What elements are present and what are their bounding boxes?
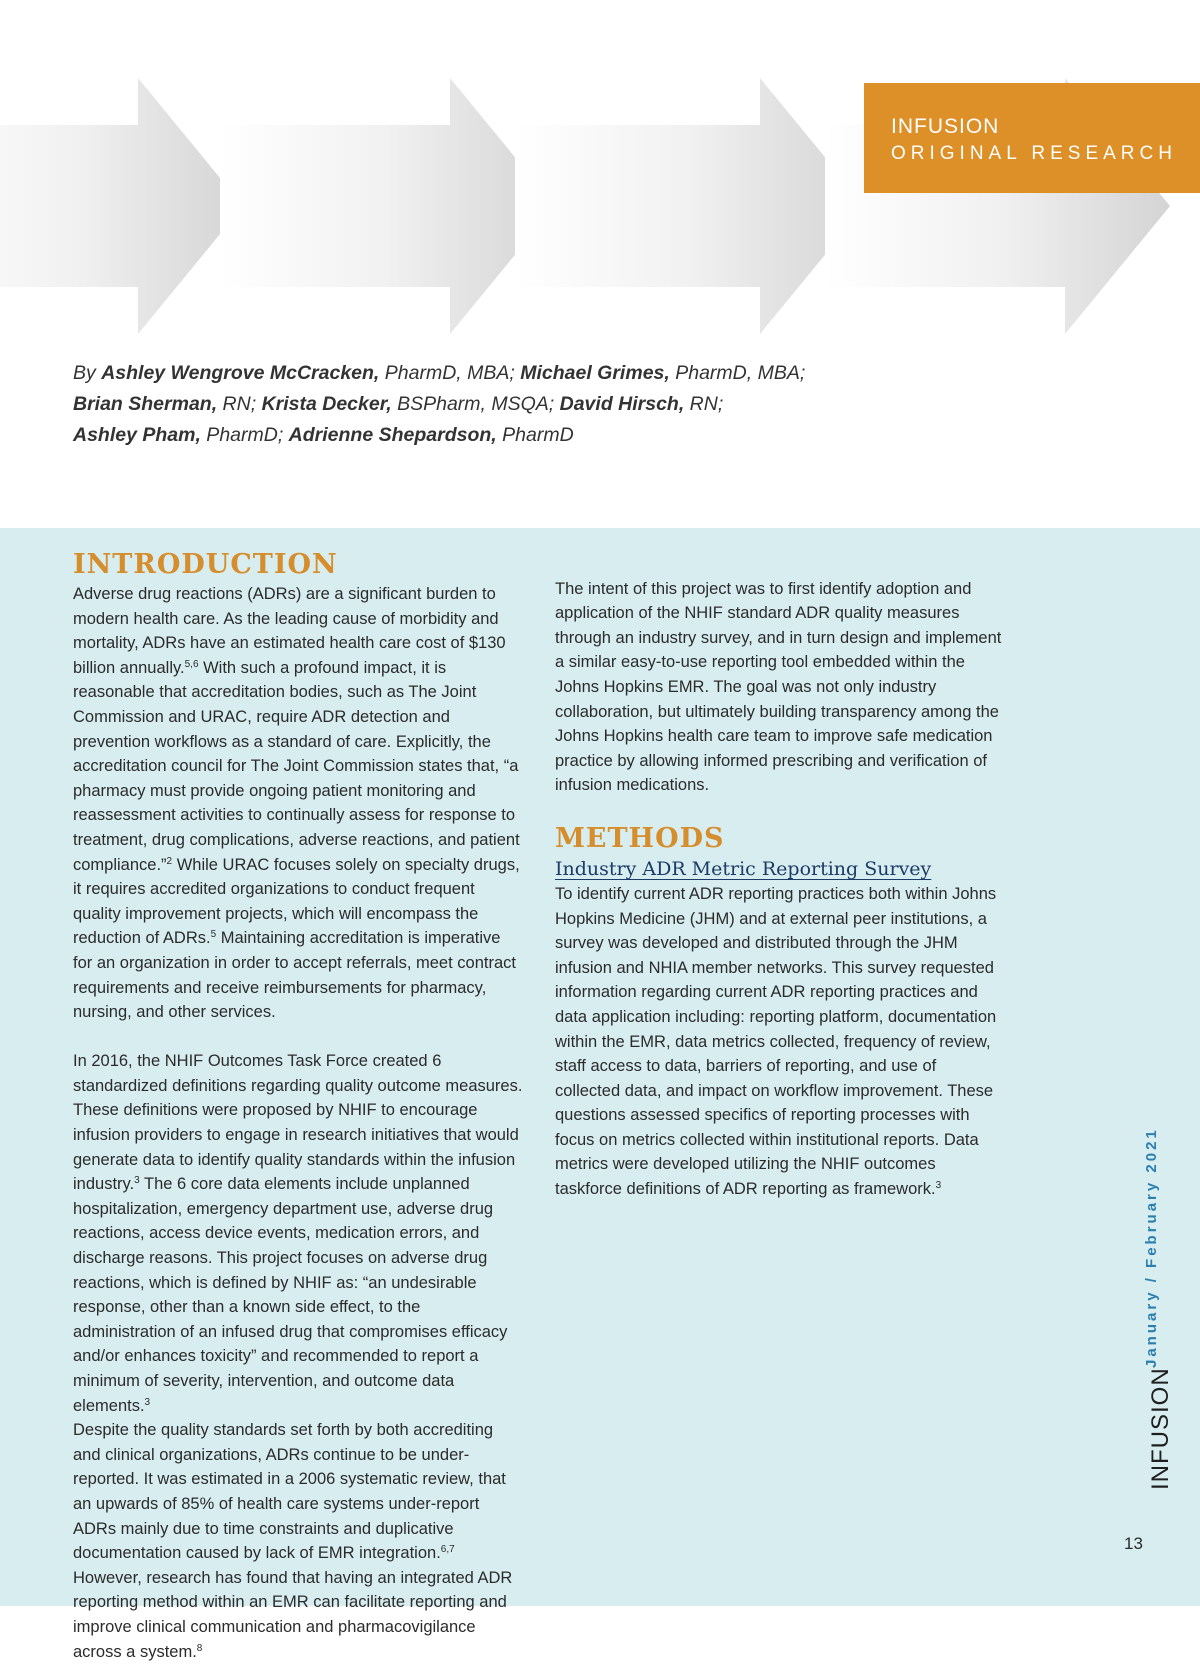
- citation-superscript: 3: [935, 1180, 942, 1192]
- author-credentials: BSPharm, MSQA;: [391, 393, 560, 415]
- byline-prefix: By: [73, 362, 102, 384]
- methods-paragraph-1: [555, 882, 1005, 1202]
- author-name: Michael Grimes,: [520, 362, 670, 384]
- badge-brand: INFUSION: [891, 115, 1000, 138]
- intro-paragraph-4: [555, 577, 1005, 798]
- text-run: The intent of this project was to first identify adoption and application of the NHIF standard ADR quality measures through an industry survey, and in turn design and implement a similar easy-to-use reporting tool embedded within the Johns Hopkins EMR. The goal was not only industry collaboration, but ultimately building transparency among the Johns Hopkins health care team to improve safe medication practice by allowing informed prescribing and verification of infusion medications.: [555, 579, 1002, 795]
- citation-superscript: 8: [196, 1642, 203, 1654]
- citation-superscript: 5: [210, 929, 217, 941]
- text-run: While URAC focuses solely on specialty drugs, it requires accredited organizations to conduct frequent quality improvement projects, which will encompass the reduction of ADRs.: [73, 855, 520, 948]
- arrow-shape: [515, 78, 865, 334]
- text-run: However, research has found that having an integrated ADR reporting method within an EMR can facilitate reporting and improve clinical communication and pharmacovigilance across a system.: [73, 1568, 513, 1661]
- article-column-left: [73, 548, 523, 1664]
- author-name: Adrienne Shepardson,: [288, 424, 497, 446]
- author-name: Ashley Pham,: [73, 424, 201, 446]
- author-credentials: PharmD;: [200, 424, 289, 446]
- text-run: The 6 core data elements include unplanned hospitalization, emergency department use, adverse drug reactions, access device events, medication errors, and discharge reasons. This project focuses on adverse drug reactions, which is defined by NHIF as: “an undesirable response, other than a known side effect, to the administration of an infused drug that compromises efficacy and/or enhances toxicity” and recommended to report a minimum of severity, intervention, and outcome data elements.: [73, 1175, 508, 1415]
- author-name: David Hirsch,: [559, 393, 685, 415]
- text-run: In 2016, the NHIF Outcomes Task Force created 6 standardized definitions regarding quality outcome measures. These definitions were proposed by NHIF to encourage infusion providers to engage in research initiatives that would generate data to identify quality standards within the infusion industry.: [73, 1052, 523, 1194]
- text-run: To identify current ADR reporting practices both within Johns Hopkins Medicine (JHM) and at external peer institutions, a survey was developed and distributed through the JHM infusion and NHIA member networks. This survey requested information regarding current ADR reporting practices and data application including: reporting platform, documentation within the EMR, data metrics collected, frequency of review, staff access to data, barriers of reporting, and use of collected data, and impact on workflow improvement. These questions assessed specifics of reporting processes with focus on metrics collected within institutional reports. Data metrics were developed utilizing the NHIF outcomes taskforce definitions of ADR reporting as framework.: [555, 884, 997, 1199]
- citation-superscript: 3: [134, 1175, 140, 1187]
- arrow-shape: [220, 78, 555, 334]
- author-byline: [73, 358, 973, 451]
- author-credentials: PharmD: [496, 424, 574, 446]
- badge-tagline: ORIGINAL RESEARCH: [891, 143, 1177, 164]
- author-name: Brian Sherman,: [73, 393, 218, 415]
- author-credentials: PharmD, MBA;: [379, 362, 521, 384]
- citation-superscript: 5,6: [184, 658, 199, 670]
- intro-paragraph-3: [73, 1418, 523, 1664]
- text-run: Maintaining accreditation is imperative for an organization in order to accept referrals, meet contract requirements and receive reimbursements for pharmacy, nursing, and other services.: [73, 929, 516, 1022]
- text-run: Despite the quality standards set forth by both accrediting and clinical organizations, ADRs continue to be under-reported. It was estimated in a 2006 systematic review, that an upwards of 85% of health care systems under-report ADRs mainly due to time constraints and duplicative documentation caused by lack of EMR integration.: [73, 1421, 506, 1563]
- methods-subheading: Industry ADR Metric Reporting Survey: [555, 857, 932, 880]
- page-number: 13: [1124, 1534, 1143, 1553]
- author-name: Krista Decker,: [261, 393, 392, 415]
- text-run: Adverse drug reactions (ADRs) are a significant burden to modern health care. As the leading cause of morbidity and mortality, ADRs have an estimated health care cost of $130 billion annually.: [73, 585, 506, 677]
- issue-date: January / February 2021: [1143, 1127, 1160, 1368]
- introduction-heading: INTRODUCTION: [73, 549, 338, 580]
- intro-paragraph-2: [73, 1049, 523, 1418]
- intro-paragraph-1: [73, 582, 523, 1025]
- hero-banner: [0, 0, 1200, 528]
- arrow-shape: [0, 78, 243, 334]
- footer-brand: INFUSION: [1147, 1367, 1174, 1490]
- author-credentials: RN;: [217, 393, 262, 415]
- citation-superscript: 3: [144, 1396, 151, 1408]
- article-column-right: [555, 552, 1005, 1202]
- text-run: With such a profound impact, it is reasonable that accreditation bodies, such as The Joint Commission and URAC, require ADR detection and prevention workflows as a standard of care. Explicitly, the accreditation council for The Joint Commission states that, “a pharmacy must provide ongoing patient monitoring and reassessment activities to continually assess for response to treatment, drug complications, adverse reactions, and patient compliance.”: [73, 658, 520, 874]
- author-credentials: RN;: [684, 393, 724, 415]
- section-badge: [864, 83, 1200, 193]
- author-credentials: PharmD, MBA;: [669, 362, 806, 384]
- citation-superscript: 2: [166, 855, 173, 867]
- methods-heading: METHODS: [555, 822, 725, 854]
- citation-superscript: 6,7: [440, 1544, 455, 1556]
- author-name: Ashley Wengrove McCracken,: [101, 362, 380, 384]
